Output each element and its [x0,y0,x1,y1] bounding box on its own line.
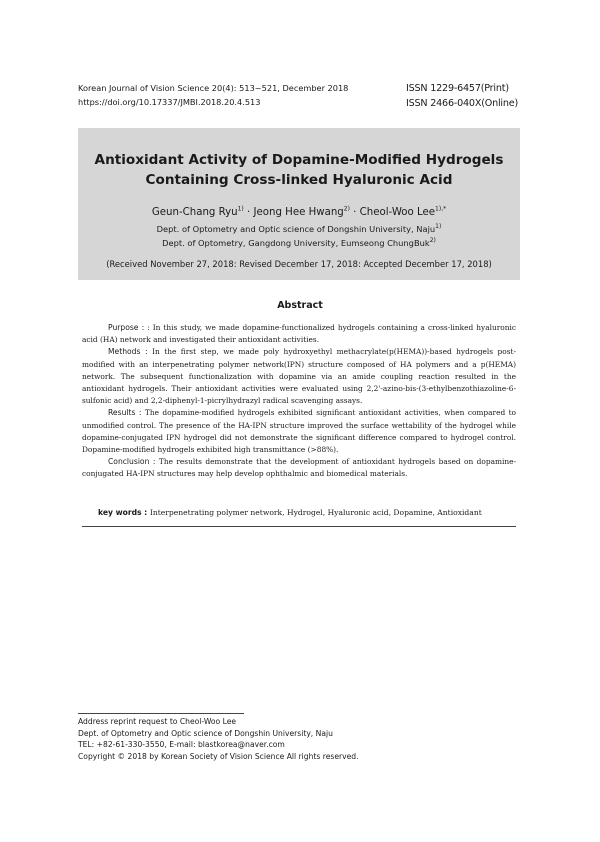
author-separator: · [243,207,254,218]
author-affil-marker: 1) [237,205,244,213]
conclusion-label: Conclusion : [108,457,159,467]
purpose-text: : In this study, we made dopamine-functionalized hydrogels containing a cross-linked hyaluronic acid (HA) network and investigated their antioxidant activities. [82,323,516,345]
keywords-label: key words : [98,508,150,517]
purpose-label: Purpose : [108,323,148,332]
methods-text: In the first step, we made poly hydroxyethyl methacrylate(p(HEMA))-based hydrogels post-modified with an interpenetrating polymer network(IPN) structure composed of HA polymers and a p(HEMA) network. The subsequent functionalization with dopamine via an amide coupling reaction resulted in the antioxidant hydrogels. Their antioxidant activities were evaluated using 2,2'-azino-bis-(3-ethylbenzothiazoline-6-sulfonic acid) and 2,2-diphenyl-1-picrylhydrazyl radical scavenging assays. [82,347,516,406]
abstract-heading: Abstract [277,300,323,311]
author-separator: · [349,207,360,218]
abstract-conclusion [82,456,516,480]
affiliation-text: Dept. of Optometry, Gangdong University, Eumseong ChungBuk [162,238,430,248]
author-name: Cheol-Woo Lee [359,207,436,218]
doi-link[interactable]: https://doi.org/10.17337/JMBI.2018.20.4.513 [78,96,261,107]
title-line-2: Containing Cross-linked Hyaluronic Acid [145,172,453,188]
contact-info: TEL: +82-61-330-3550, E-mail: blastkorea@naver.com [78,740,285,750]
conclusion-text: The results demonstrate that the development of antioxidant hydrogels based on dopamine-conjugated HA-IPN structures may help develop ophthalmic and biomedical materials. [82,457,516,479]
copyright: Copyright © 2018 by Korean Society of Vision Science All rights reserved. [78,751,359,761]
footnote-divider [78,713,244,714]
affiliation [78,238,520,248]
paper-title [78,150,520,190]
issn-print: ISSN 1229-6457(Print) [406,83,509,94]
received-dates: (Received November 27, 2018: Revised December 17, 2018: Accepted December 17, 2018) [106,259,492,269]
abstract-results [82,407,516,456]
journal-citation: Korean Journal of Vision Science 20(4): 513~521, December 2018 [78,83,349,93]
author-name: Jeong Hee Hwang [253,207,344,218]
journal-header [78,82,348,109]
correspondence-footnote [78,716,359,762]
issn-online: ISSN 2466-040X(Online) [406,98,519,109]
author-name: Geun-Chang Ryu [151,207,238,218]
keywords [98,508,482,517]
results-text: The dopamine-modified hydrogels exhibited significant antioxidant activities, when compared to unmodified control. The presence of the HA-IPN structure improved the surface wettability of the hydrogel while dopamine-conjugated IPN hydrogel did not demonstrate the significant difference compared to hydrogel control. Dopamine-modified hydrogels exhibited high transmittance (>88%). [82,408,517,455]
title-line-1: Antioxidant Activity of Dopamine-Modified Hydrogels [94,152,504,168]
methods-label: Methods : [108,347,153,357]
author-affil-marker: 1),* [435,205,447,213]
abstract-body [82,322,516,481]
author-list [78,207,520,218]
title-box [78,128,520,280]
affiliation [78,224,520,234]
reprint-request: Address reprint request to Cheol-Woo Lee [78,717,237,726]
affiliation-text: Dept. of Optometry and Optic science of Dongshin University, Naju [156,224,436,234]
affiliation-marker: 1) [435,223,442,231]
author-affil-marker: 2) [343,205,350,213]
abstract-purpose [82,322,516,346]
abstract-methods [82,346,516,407]
keywords-value: Interpenetrating polymer network, Hydrogel, Hyaluronic acid, Dopamine, Antioxidant [149,508,482,517]
corresponding-dept: Dept. of Optometry and Optic science of Dongshin University, Naju [78,728,333,738]
affiliation-marker: 2) [429,237,436,245]
issn-block [406,81,518,111]
results-label: Results : [108,408,145,418]
section-divider [82,526,516,527]
